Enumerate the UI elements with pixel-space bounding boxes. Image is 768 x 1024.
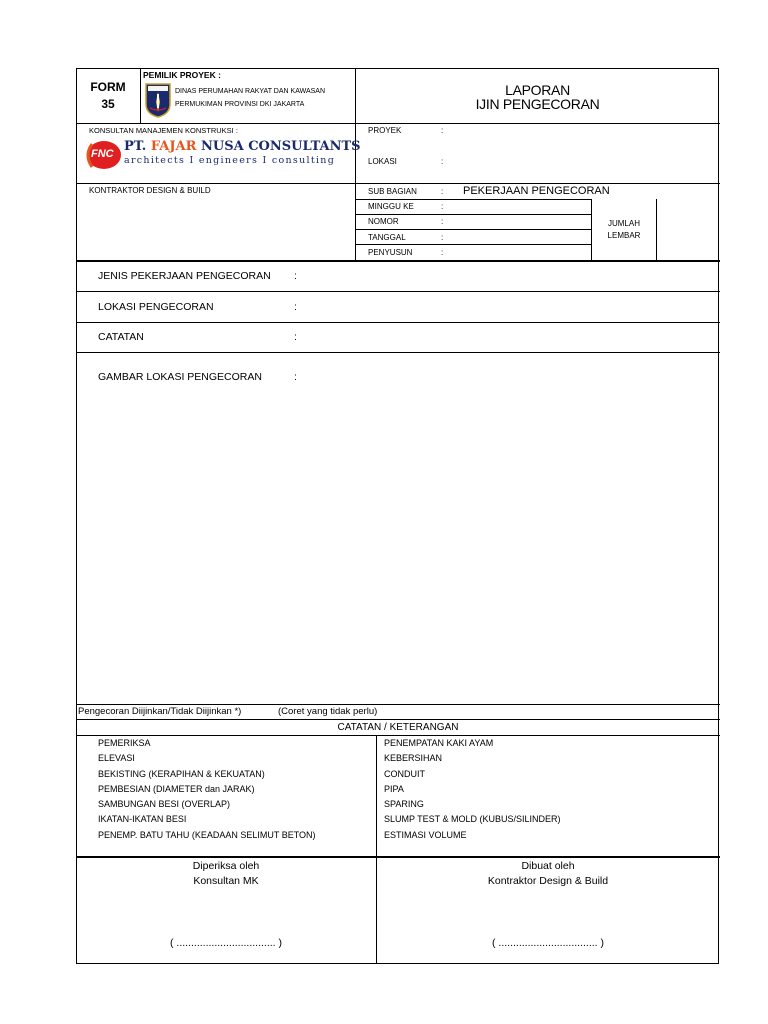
- minggu-label: MINGGU KE: [368, 202, 414, 211]
- owner-line1: DINAS PERUMAHAN RAKYAT DAN KAWASAN: [175, 88, 326, 95]
- proyek-label: PROYEK: [368, 126, 402, 135]
- jumlah-lembar-line2: LEMBAR: [607, 231, 641, 240]
- divider: [355, 214, 591, 215]
- lokasi-colon: :: [441, 157, 444, 166]
- divider: [76, 719, 720, 720]
- divider: [76, 856, 720, 858]
- penyusun-colon: :: [441, 248, 444, 257]
- list-item: ELEVASI: [98, 753, 135, 764]
- approval-note: (Coret yang tidak perlu): [278, 706, 378, 717]
- sign-left-line1: Diperiksa oleh: [192, 860, 260, 872]
- sub-bagian-label: SUB BAGIAN: [368, 187, 417, 196]
- divider: [76, 260, 720, 262]
- lokasi-pengecoran-colon: :: [294, 301, 297, 313]
- divider: [591, 199, 592, 260]
- notes-left-list: [98, 738, 316, 845]
- consultant-name-fajar: FAJAR: [150, 139, 197, 154]
- jenis-pekerjaan-label: JENIS PEKERJAAN PENGECORAN: [98, 270, 271, 282]
- list-item: IKATAN-IKATAN BESI: [98, 814, 187, 825]
- list-item: PEMBESIAN (DIAMETER dan JARAK): [98, 783, 255, 794]
- owner-label: PEMILIK PROYEK :: [143, 70, 221, 80]
- form-number: 35: [101, 97, 115, 111]
- fnc-logo-text: FNC: [91, 148, 114, 160]
- divider: [355, 244, 591, 245]
- jakarta-logo: [144, 82, 172, 118]
- fnc-logo: [82, 139, 122, 171]
- divider: [355, 199, 591, 200]
- gambar-lokasi-label: GAMBAR LOKASI PENGECORAN: [98, 371, 262, 383]
- report-title-line1: LAPORAN: [505, 82, 570, 98]
- list-item: PEMERIKSA: [98, 738, 151, 748]
- list-item: PENEMPATAN KAKI AYAM: [384, 738, 494, 748]
- list-item: SLUMP TEST & MOLD (KUBUS/SILINDER): [384, 814, 561, 825]
- consultant-label: KONSULTAN MANAJEMEN KONSTRUKSI :: [89, 126, 238, 135]
- divider: [376, 735, 377, 964]
- contractor-label: KONTRAKTOR DESIGN & BUILD: [89, 186, 211, 195]
- lokasi-pengecoran-label: LOKASI PENGECORAN: [98, 301, 214, 313]
- list-item: BEKISTING (KERAPIHAN & KEKUATAN): [98, 768, 265, 779]
- divider: [76, 704, 720, 705]
- tanggal-colon: :: [441, 233, 444, 242]
- list-item: PENEMP. BATU TAHU (KEADAAN SELIMUT BETON): [98, 829, 316, 840]
- consultant-name: [124, 139, 361, 154]
- list-item: PIPA: [384, 783, 404, 794]
- divider: [140, 68, 141, 123]
- sign-left-blank: ( .................................. ): [169, 937, 282, 949]
- divider: [656, 199, 657, 260]
- penyusun-label: PENYUSUN: [368, 248, 413, 257]
- divider: [76, 123, 720, 124]
- list-item: SAMBUNGAN BESI (OVERLAP): [98, 799, 231, 810]
- sign-left-line2: Konsultan MK: [193, 875, 259, 887]
- lokasi-label: LOKASI: [368, 157, 397, 166]
- notes-title: CATATAN / KETERANGAN: [337, 722, 459, 733]
- proyek-colon: :: [441, 126, 444, 135]
- sign-right-line2: Kontraktor Design & Build: [487, 875, 609, 887]
- list-item: KEBERSIHAN: [384, 753, 443, 764]
- divider: [76, 183, 720, 184]
- owner-line2: PERMUKIMAN PROVINSI DKI JAKARTA: [175, 101, 305, 108]
- report-title-line2: IJIN PENGECORAN: [475, 96, 600, 112]
- jenis-pekerjaan-colon: :: [294, 270, 297, 282]
- sign-right-blank: ( .................................. ): [491, 937, 604, 949]
- consultant-tagline: architects I engineers I consulting: [124, 155, 336, 166]
- list-item: SPARING: [384, 799, 424, 810]
- consultant-name-pt: PT.: [124, 139, 147, 154]
- notes-right-list: [384, 738, 561, 845]
- catatan-label: CATATAN: [98, 331, 144, 343]
- minggu-colon: :: [441, 202, 444, 211]
- approval-status: Pengecoran Diijinkan/Tidak Diijinkan *): [78, 706, 242, 717]
- divider: [76, 322, 720, 323]
- catatan-colon: :: [294, 331, 297, 343]
- divider: [355, 229, 591, 230]
- sub-bagian-value: PEKERJAAN PENGECORAN: [463, 185, 610, 197]
- list-item: CONDUIT: [384, 768, 425, 779]
- divider: [76, 352, 720, 353]
- nomor-label: NOMOR: [368, 217, 399, 226]
- sign-right-line1: Dibuat oleh: [521, 860, 575, 872]
- list-item: ESTIMASI VOLUME: [384, 829, 467, 840]
- consultant-name-nusa: NUSA CONSULTANTS: [200, 139, 361, 154]
- form-label: FORM: [90, 80, 126, 94]
- tanggal-label: TANGGAL: [368, 233, 406, 242]
- nomor-colon: :: [441, 217, 444, 226]
- gambar-lokasi-colon: :: [294, 371, 297, 383]
- jumlah-lembar-line1: JUMLAH: [607, 219, 640, 228]
- divider: [76, 735, 720, 736]
- divider: [76, 291, 720, 292]
- sub-bagian-colon: :: [441, 187, 444, 196]
